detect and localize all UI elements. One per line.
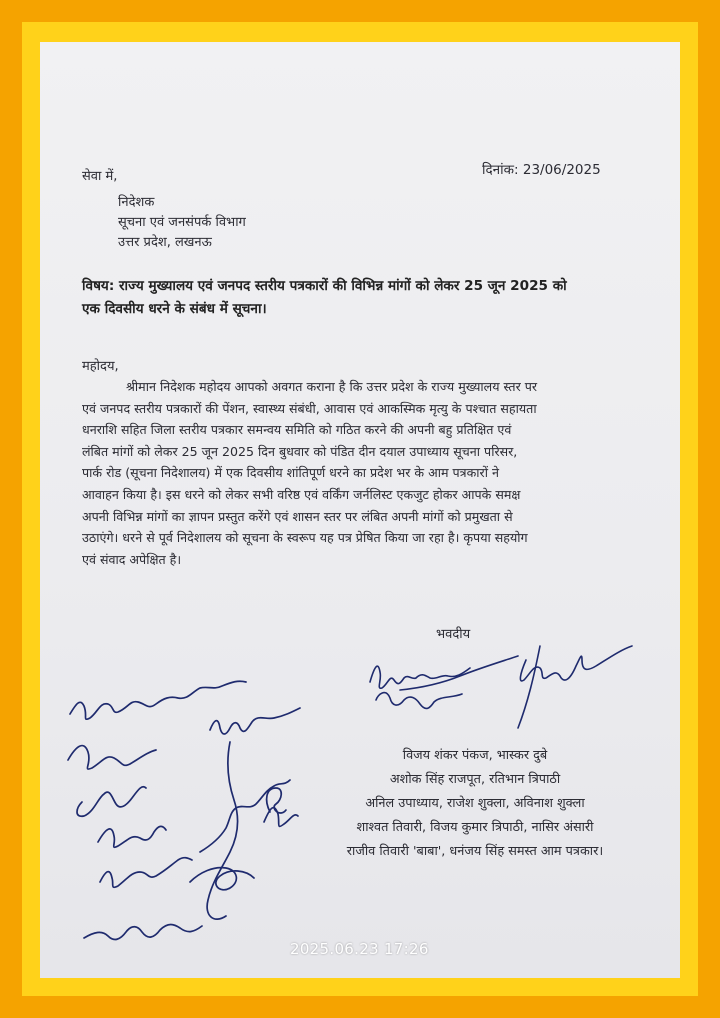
signature-mark	[376, 693, 462, 709]
signature-mark	[70, 681, 246, 719]
signature-mark	[400, 656, 518, 690]
letter-page	[40, 42, 680, 978]
signature-mark	[200, 780, 290, 852]
body-line: एवं संवाद अपेक्षित है।	[82, 551, 182, 567]
signature-mark	[518, 646, 540, 728]
body-line: पार्क रोड (सूचना निदेशालय) में एक दिवसीय शांतिपूर्ण धरने का प्रदेश भर के आम पत्रकारों ने	[82, 465, 499, 481]
body-line: धनराशि सहित जिला स्तरीय पत्रकार समन्वय समिति को गठित करने की अपनी बहु प्रतिक्षित एवं	[82, 422, 512, 438]
recipient-department: सूचना एवं जनसंपर्क विभाग	[118, 215, 246, 230]
recipient-location: उत्तर प्रदेश, लखनऊ	[118, 235, 212, 250]
signatory-list	[310, 744, 640, 864]
signatory-line: अशोक सिंह राजपूत, रतिभान त्रिपाठी	[389, 772, 561, 787]
signature-mark	[207, 742, 237, 919]
signature-mark	[77, 787, 146, 817]
signatory-line: शाश्वत तिवारी, विजय कुमार त्रिपाठी, नासिर अंसारी	[356, 820, 594, 835]
body-line: एवं जनपद स्तरीय पत्रकारों की पेंशन, स्वास्थ्य संबंधी, आवास एवं आकस्मिक मृत्यु के पश्चात सहायता	[82, 400, 537, 416]
signature-mark	[84, 925, 202, 940]
signature-mark	[190, 868, 254, 890]
signature-mark	[98, 826, 166, 847]
salutation: महोदय,	[82, 359, 119, 374]
photo-timestamp: 2025.06.23 17:26	[290, 940, 429, 958]
subject-line: विषय: राज्य मुख्यालय एवं जनपद स्तरीय पत्रकारों की विभिन्न मांगों को लेकर 25 जून 2025 को	[82, 278, 567, 294]
recipient-heading: सेवा में,	[82, 169, 118, 184]
signature-mark	[210, 708, 300, 734]
body-line: आवाहन किया है। इस धरने को लेकर सभी वरिष्ठ एवं वर्किंग जर्नलिस्ट एकजुट होकर आपके समक्ष	[82, 486, 521, 502]
closing-yours-faithfully: भवदीय	[436, 627, 471, 642]
body-line: अपनी विभिन्न मांगों का ज्ञापन प्रस्तुत करेंगे एवं शासन स्तर पर लंबित अपनी मांगों को प्रमुखता से	[82, 508, 513, 524]
recipient-title: निदेशक	[118, 195, 155, 210]
signatory-line: राजीव तिवारी 'बाबा', धनंजय सिंह समस्त आम पत्रकार।	[346, 844, 604, 859]
letter-date: दिनांक: 23/06/2025	[482, 162, 601, 178]
signature-mark	[68, 746, 156, 769]
body-line: लंबित मांगों को लेकर 25 जून 2025 दिन बुधवार को पंडित दीन दयाल उपाध्याय सूचना परिसर,	[82, 443, 518, 459]
signatory-line: अनिल उपाध्याय, राजेश शुक्ला, अविनाश शुक्ला	[365, 796, 585, 811]
signatory-line: विजय शंकर पंकज, भास्कर दुबे	[402, 748, 548, 763]
subject-line: एक दिवसीय धरने के संबंध में सूचना।	[82, 301, 267, 317]
signature-mark	[264, 808, 298, 827]
body-line: उठाएंगे। धरने से पूर्व निदेशालय को सूचना के स्वरूप यह पत्र प्रेषित किया जा रहा है। कृपया सहयोग	[82, 530, 528, 546]
signature-mark	[100, 858, 192, 888]
body-line: श्रीमान निदेशक महोदय आपको अवगत कराना है कि उत्तर प्रदेश के राज्य मुख्यालय स्तर पर	[126, 379, 538, 394]
